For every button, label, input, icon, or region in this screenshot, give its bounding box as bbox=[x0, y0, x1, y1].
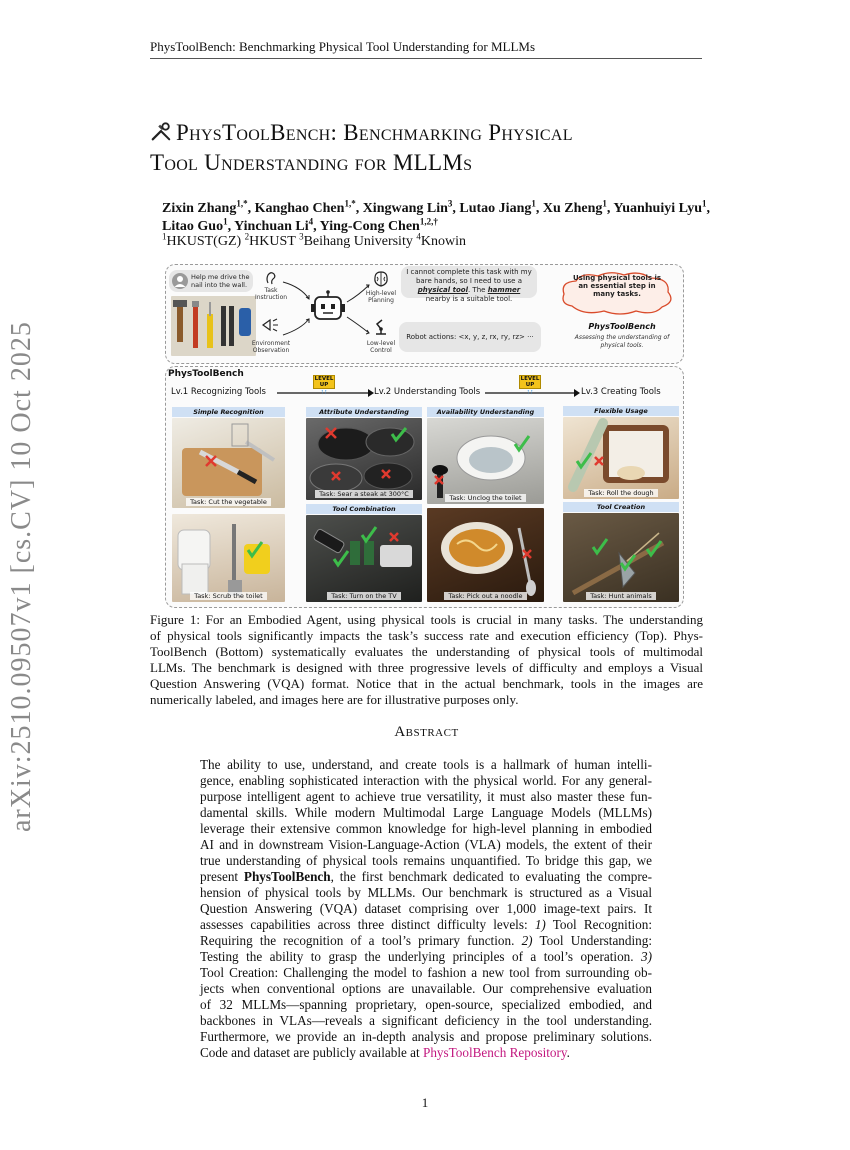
task-label: Task: Unclog the toilet bbox=[427, 494, 544, 502]
task-instruction-label: Task Instruction bbox=[254, 287, 288, 301]
low-level-control-label: Low-level Control bbox=[366, 340, 396, 354]
author: Xingwang Lin$^3$ bbox=[362, 198, 453, 216]
category-attribute-understanding: Attribute Understanding bbox=[306, 407, 422, 417]
paper-title bbox=[150, 118, 710, 178]
robot-arm-icon bbox=[372, 318, 390, 336]
author: Yinchuan Li$^4$ bbox=[234, 216, 314, 234]
category-tool-combination: Tool Combination bbox=[306, 504, 422, 514]
running-header: PhysToolBench: Benchmarking Physical Tool Understanding for MLLMs bbox=[150, 39, 702, 59]
author: Zixin Zhang$^{1,*}$ bbox=[162, 198, 248, 216]
photo-forest-floor bbox=[563, 513, 679, 602]
listening-icon bbox=[263, 270, 279, 286]
title-line-1: PhysToolBench: Benchmarking Physical bbox=[176, 120, 573, 145]
benchmark-name: PhysToolBench bbox=[243, 869, 331, 884]
levelup-badge: LEVEL UP ↑↑ bbox=[520, 376, 540, 396]
category-flexible-usage: Flexible Usage bbox=[563, 406, 679, 416]
affiliations: $^1$HKUST(GZ) $^2$HKUST $^3$Beihang University $^4$Knowin bbox=[162, 231, 466, 249]
author: Xu Zheng$^1$ bbox=[542, 198, 607, 216]
author: Ying-Cong Chen$^{1,2,\dagger}$ bbox=[319, 216, 438, 234]
repository-link[interactable]: PhysToolBench Repository bbox=[423, 1045, 567, 1060]
camera-eye-icon bbox=[261, 317, 279, 333]
arxiv-stamp: arXiv:2510.09507v1 [cs.CV] 10 Oct 2025 bbox=[6, 321, 37, 832]
user-request-bubble: Help me drive the nail into the wall. bbox=[169, 270, 253, 292]
task-label: Task: Pick out a noodle bbox=[427, 592, 544, 600]
photo-wok-pans bbox=[306, 418, 422, 500]
level-1-label: Lv.1 Recognizing Tools bbox=[171, 387, 266, 397]
high-level-planning-label: High-level Planning bbox=[365, 290, 397, 304]
robot-actions-bubble: Robot actions: <x, y, z, rx, ry, rz> ··· bbox=[399, 322, 541, 352]
planner-reply-bubble: I cannot complete this task with my bare hands, so I need to use a physical tool. The hammer nearby is a suitable tool. bbox=[401, 266, 537, 298]
brand-label-bottom: PhysToolBench bbox=[168, 369, 244, 379]
levelup-badge: LEVEL UP ↑↑ bbox=[314, 376, 334, 396]
category-simple-recognition: Simple Recognition bbox=[172, 407, 285, 417]
task-label: Task: Roll the dough bbox=[563, 489, 679, 497]
task-label: Task: Hunt animals bbox=[563, 592, 679, 600]
category-availability-understanding: Availability Understanding bbox=[427, 407, 544, 417]
brand-label-top: PhysToolBench bbox=[588, 322, 656, 331]
title-line-2: Tool Understanding for MLLMs bbox=[150, 150, 473, 175]
photo-scrub-toilet bbox=[172, 514, 285, 602]
level-2-label: Lv.2 Understanding Tools bbox=[374, 387, 481, 397]
teaser-figure bbox=[163, 262, 686, 610]
task-label: Task: Turn on the TV bbox=[306, 592, 422, 600]
figure-caption: Figure 1: For an Embodied Agent, using physical tools is crucial in many tasks. The understanding of physical tools significantly impacts the task’s success rate and execution efficiency (Top). Phys- ToolBench (Bottom) systematically evaluates the understanding of physical tools of multimodal LLMs. The benchmark is designed with three progressive levels of difficulty and employs a Visual Question Answering (VQA) format. Notice that in the actual benchmark, tools in the images are numerically labeled, and images here are for illustrative purposes only. bbox=[150, 612, 703, 707]
author: Litao Guo$^1$ bbox=[162, 216, 228, 234]
photo-toilet bbox=[427, 418, 544, 504]
author: Lutao Jiang$^1$ bbox=[459, 198, 536, 216]
cloud-text: Using physical tools is an essential step in many tasks. bbox=[572, 274, 662, 298]
author: Yuanhuiyi Lyu$^1$ bbox=[613, 198, 707, 216]
level-3-label: Lv.3 Creating Tools bbox=[581, 387, 661, 397]
author-list: Zixin Zhang$^{1,*}$, Kanghao Chen$^{1,*}$, Xingwang Lin$^3$, Lutao Jiang$^1$, Xu Zheng$^1$, Yuanhuiyi Lyu$^1$, Litao Guo$^1$, Yinchuan Li$^4$, Ying-Cong Chen$^{1,2,\dagger}$ bbox=[162, 198, 710, 234]
task-label: Task: Cut the vegetable bbox=[172, 498, 285, 506]
environment-observation-label: Environment Observation bbox=[251, 340, 291, 354]
photo-cutting-board bbox=[172, 418, 285, 508]
page-number: 1 bbox=[421, 1095, 429, 1110]
brain-icon bbox=[372, 270, 390, 288]
agent-flow-arrows bbox=[281, 277, 371, 342]
photo-dough bbox=[563, 417, 679, 499]
category-tool-creation: Tool Creation bbox=[563, 502, 679, 512]
brand-subtitle: Assessing the understanding of physical tools. bbox=[574, 334, 670, 349]
abstract-heading: Abstract bbox=[394, 724, 459, 740]
abstract-body: The ability to use, understand, and create tools is a hallmark of human intelli- gence, enabling sophisticated interaction with the physical world. For any general- purpose intelligent agent to achieve true versatility, it must also master these fun- damental skills. While modern Multimodal Large Language Models (MLLMs) leverage their extensive common knowledge for high-level planning in embodied AI and in downstream Vision-Language-Action (VLA) models, the extent of their true understanding of physical tools remains unquantified. To bridge this gap, we present PhysToolBench, the first benchmark dedicated to evaluating the compre- hension of physical tools by MLLMs. Our benchmark is structured as a Visual Question Answering (VQA) dataset comprising over 1,000 image-text pairs. It assesses capabilities across three distinct difficulty levels: 1) Tool Recognition: Requiring the recognition of a tool’s primary function. 2) Tool Understanding: Testing the ability to grasp the underlying principles of a tool’s operation. 3) Tool Creation: Challenging the model to fashion a new tool from surrounding ob- jects when conventional options are unavailable. Our comprehensive evaluation of 32 MLLMs—spanning proprietary, open-source, specialized embodied, and backbones in VLAs—reveals a significant deficiency in the tool understanding. Furthermore, we provide an in-depth analysis and propose preliminary solutions. Code and dataset are publicly available at PhysToolBench Repository. bbox=[200, 757, 653, 1060]
tools-icon bbox=[150, 121, 172, 143]
task-label: Task: Sear a steak at 300°C bbox=[306, 490, 422, 498]
user-avatar-icon bbox=[172, 273, 188, 289]
tools-photo bbox=[171, 296, 256, 356]
task-label: Task: Scrub the toilet bbox=[172, 592, 285, 600]
author: Kanghao Chen$^{1,*}$ bbox=[254, 198, 356, 216]
photo-noodle bbox=[427, 508, 544, 602]
photo-remote-batteries bbox=[306, 515, 422, 602]
